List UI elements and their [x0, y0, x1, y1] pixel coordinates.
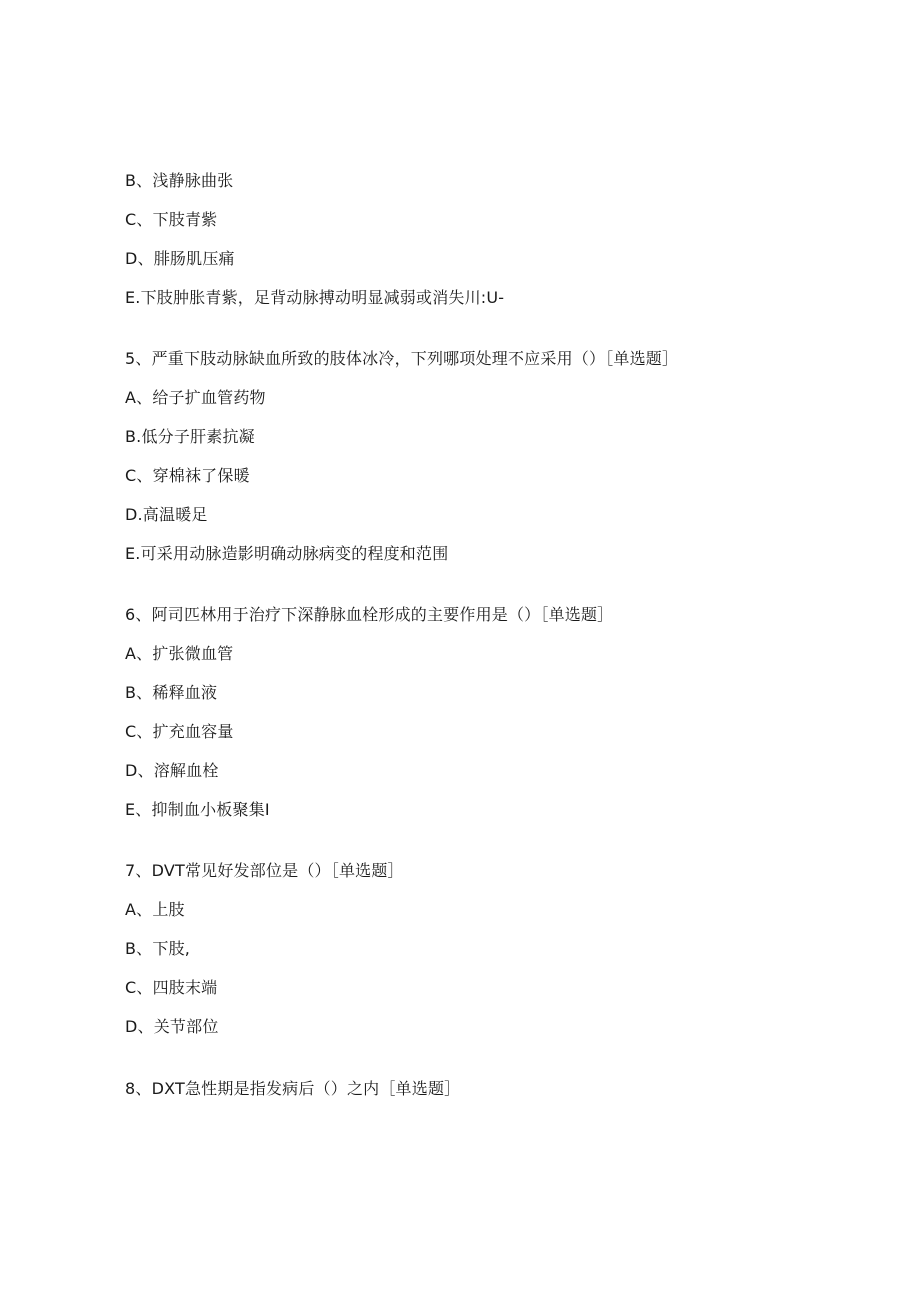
question-5: 5、严重下肢动脉缺血所致的肢体冰冷，下列哪项处理不应采用（）［单选题］	[125, 349, 679, 368]
option-b-q4: B、浅静脉曲张	[125, 171, 234, 190]
question-8: 8、DXT急性期是指发病后（）之内［单选题］	[125, 1079, 461, 1098]
option-d-q7: D、关节部位	[125, 1017, 219, 1036]
option-e-q6: E、抑制血小板聚集I	[125, 800, 270, 819]
option-b-q6: B、稀释血液	[125, 683, 218, 702]
option-d-q5: D.高温暖足	[125, 505, 208, 524]
option-b-q7: B、下肢,	[125, 939, 191, 958]
option-a-q5: A、给子扩血管药物	[125, 388, 266, 407]
option-c-q7: C、四肢末端	[125, 978, 218, 997]
option-d-q4: D、腓肠肌压痛	[125, 249, 235, 268]
option-b-q5: B.低分子肝素抗凝	[125, 427, 255, 446]
option-c-q6: C、扩充血容量	[125, 722, 234, 741]
question-6: 6、阿司匹林用于治疗下深静脉血栓形成的主要作用是（）［单选题］	[125, 605, 614, 624]
option-d-q6: D、溶解血栓	[125, 761, 219, 780]
option-e-q5: E.可采用动脉造影明确动脉病变的程度和范围	[125, 544, 449, 563]
option-a-q6: A、扩张微血管	[125, 644, 234, 663]
option-c-q4: C、下肢青紫	[125, 210, 218, 229]
option-e-q4: E.下肢肿胀青紫，足背动脉搏动明显减弱或消失川:U-	[125, 288, 505, 307]
option-a-q7: A、上肢	[125, 900, 185, 919]
question-7: 7、DVT常见好发部位是（）［单选题］	[125, 861, 404, 880]
option-c-q5: C、穿棉袜了保暖	[125, 466, 250, 485]
